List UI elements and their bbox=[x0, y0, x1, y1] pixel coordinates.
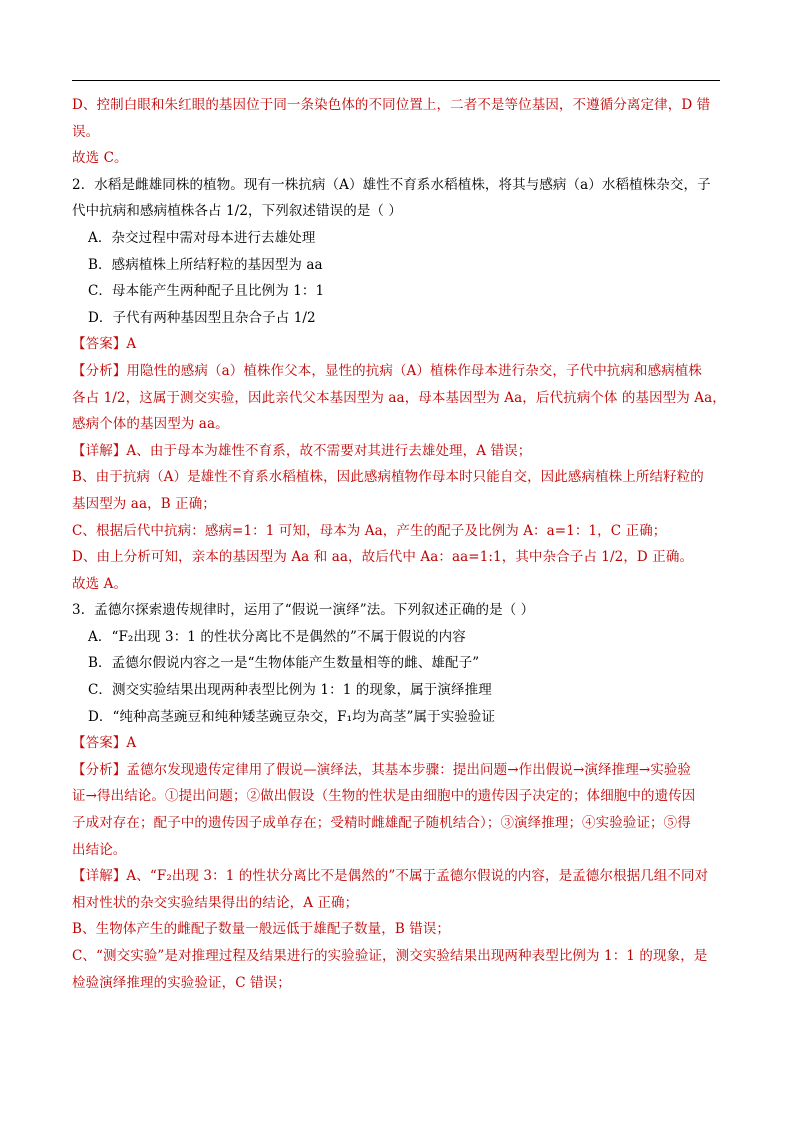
text-line: B、生物体产生的雌配子数量一般远低于雄配子数量，B 错误； bbox=[72, 921, 451, 938]
text-line: 基因型为 aa，B 正确； bbox=[72, 495, 216, 512]
text-line: 子成对存在；配子中的遗传因子成单存在；受精时雌雄配子随机结合）；③演绎推理；④实验验证；⑤得 bbox=[72, 815, 691, 832]
text-line: D、控制白眼和朱红眼的基因位于同一条染色体的不同位置上，二者不是等位基因，不遵循分离定律，D 错 bbox=[72, 97, 711, 113]
text-line: 出结论。 bbox=[72, 841, 127, 858]
text-line: 检验演绎推理的实验验证，C 错误； bbox=[72, 974, 291, 991]
text-line: B、由于抗病（A）是雄性不育系水稻植株，因此感病植物作母本时只能自交，因此感病植株上所结籽粒的 bbox=[72, 469, 704, 486]
text-line: 误。 bbox=[72, 123, 100, 140]
text-line: C、“测交实验”是对推理过程及结果进行的实验验证，测交实验结果出现两种表型比例为 1：1 的现象，是 bbox=[72, 948, 708, 964]
text-line: D．子代有两种基因型且杂合子占 1/2 bbox=[88, 309, 316, 326]
text-line: 感病个体的基因型为 aa。 bbox=[72, 416, 229, 433]
text-line: C、根据后代中抗病：感病=1：1 可知，母本为 Aa，产生的配子及比例为 A：a=1：1，C 正确； bbox=[72, 522, 667, 539]
text-line: B．孟德尔假说内容之一是“生物体能产生数量相等的雌、雄配子” bbox=[88, 655, 480, 672]
text-line: C．母本能产生两种配子且比例为 1：1 bbox=[88, 283, 325, 300]
text-line: A．杂交过程中需对母本进行去雄处理 bbox=[88, 229, 316, 246]
text-line: D．“纯种高茎豌豆和纯种矮茎豌豆杂交，F₁均为高茎”属于实验验证 bbox=[88, 708, 496, 725]
text-line: C．测交实验结果出现两种表型比例为 1：1 的现象，属于演绎推理 bbox=[88, 682, 492, 699]
text-line: 3．孟德尔探索遗传规律时，运用了“假说一演绎”法。下列叙述正确的是（ ） bbox=[72, 602, 535, 619]
text-line: 2．水稻是雌雄同株的植物。现有一株抗病（A）雄性不育系水稻植株，将其与感病（a）水稻植株杂交，子 bbox=[72, 176, 711, 193]
text-line: 【详解】A、“F₂出现 3：1 的性状分离比不是偶然的”不属于孟德尔假说的内容，是孟德尔根据几组不同对 bbox=[72, 868, 709, 885]
text-line: 相对性状的杂交实验结果得出的结论，A 正确； bbox=[72, 894, 359, 911]
text-line: 【分析】孟德尔发现遗传定律用了假说—演绎法，其基本步骤：提出问题→作出假说→演绎推理→实验验 bbox=[72, 761, 692, 778]
document-body bbox=[72, 92, 726, 996]
text-line: 【分析】用隐性的感病（a）植株作父本，显性的抗病（A）植株作母本进行杂交，子代中抗病和感病植株 bbox=[72, 362, 702, 379]
text-line: A．“F₂出现 3：1 的性状分离比不是偶然的”不属于假说的内容 bbox=[88, 628, 466, 645]
text-line: 【答案】A bbox=[72, 336, 137, 353]
header-rule bbox=[72, 80, 720, 81]
text-line: 【详解】A、由于母本为雄性不育系，故不需要对其进行去雄处理，A 错误； bbox=[72, 442, 532, 459]
text-line: 故选 C。 bbox=[72, 150, 128, 167]
text-line: 故选 A。 bbox=[72, 575, 128, 592]
text-line: 代中抗病和感病植株各占 1/2，下列叙述错误的是（ ） bbox=[72, 203, 403, 220]
text-line: 【答案】A bbox=[72, 735, 137, 752]
text-line: 证→得出结论。①提出问题；②做出假设（生物的性状是由细胞中的遗传因子决定的；体细胞中的遗传因 bbox=[72, 788, 696, 805]
text-line: D、由上分析可知，亲本的基因型为 Aa 和 aa，故后代中 Aa：aa=1:1，其中杂合子占 1/2，D 正确。 bbox=[72, 549, 694, 566]
text-line: B．感病植株上所结籽粒的基因型为 aa bbox=[88, 256, 323, 273]
text-line: 各占 1/2，这属于测交实验，因此亲代父本基因型为 aa，母本基因型为 Aa，后代抗病个体 的基因型为 Aa， bbox=[72, 389, 726, 406]
